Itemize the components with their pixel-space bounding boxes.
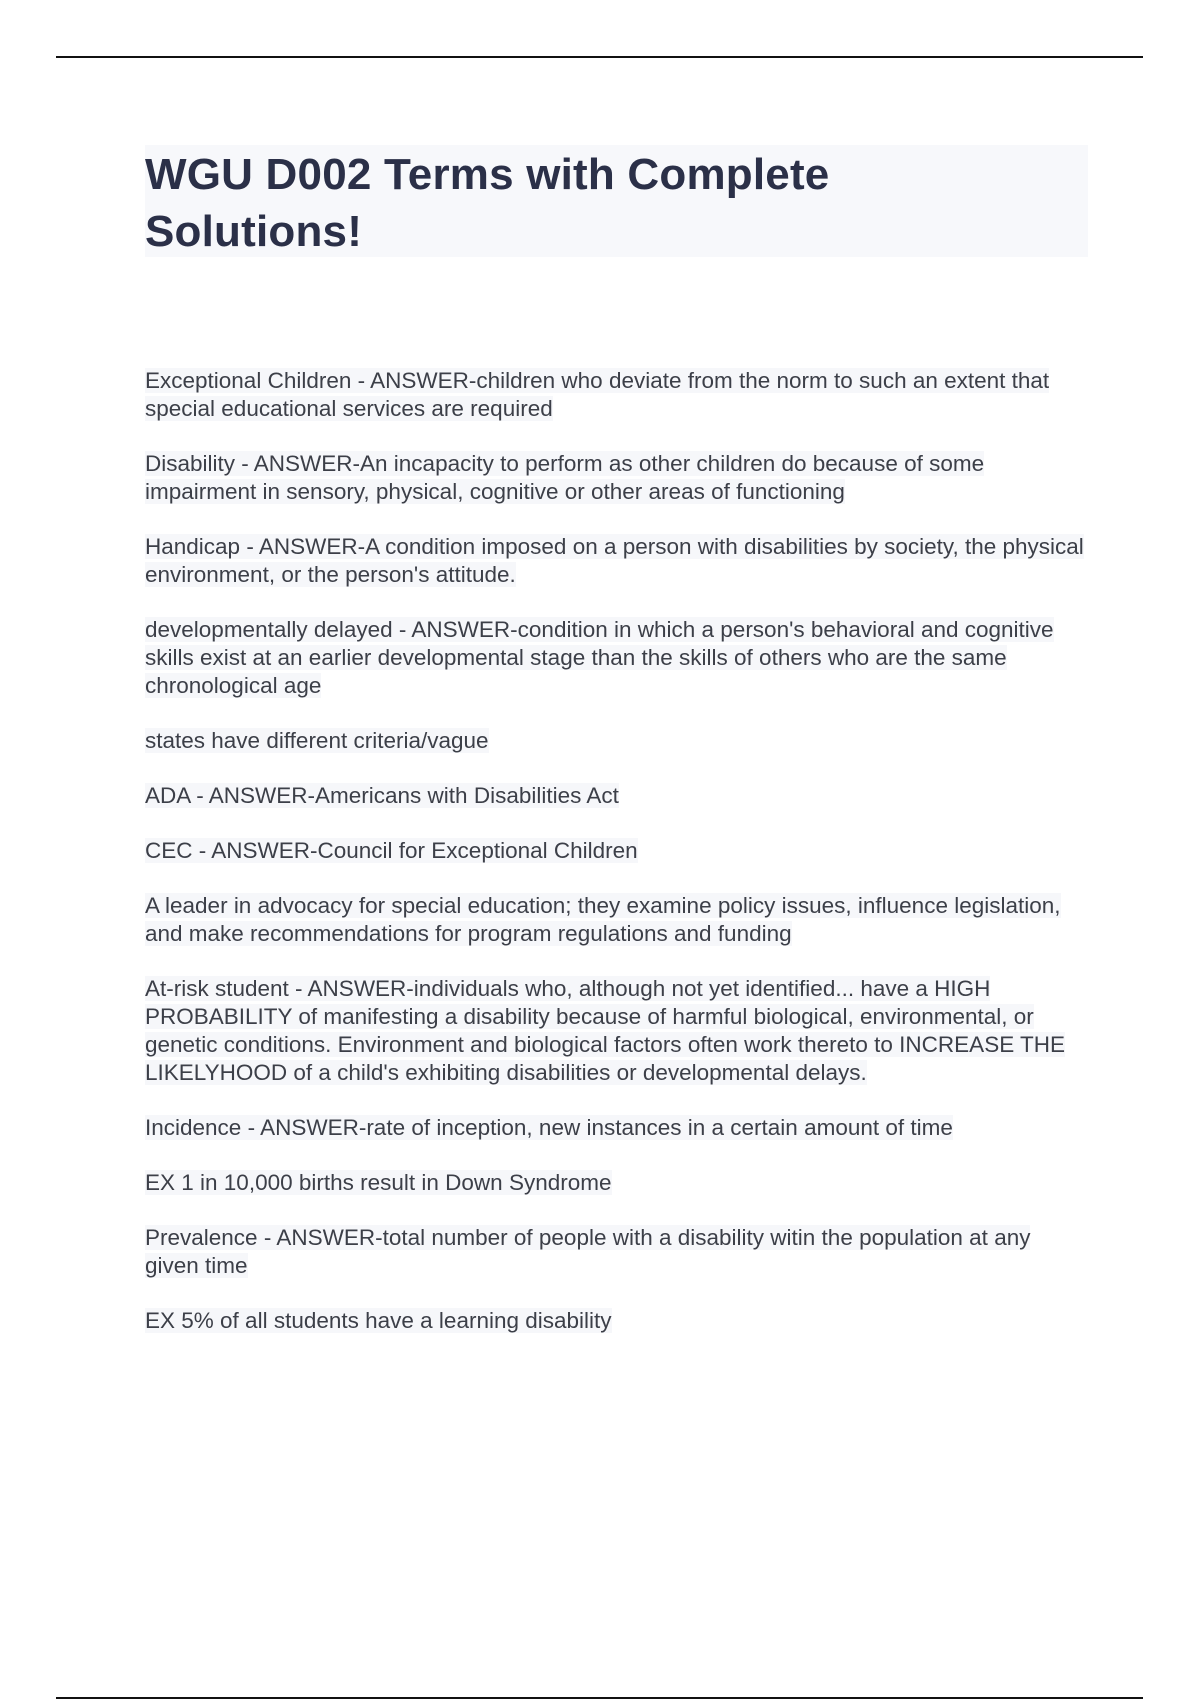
term-entry-handicap: Handicap - ANSWER-A condition imposed on a person with disabilities by society, the physical environment, or the person's attitude. [145,534,1084,587]
document-title: WGU D002 Terms with Complete Solutions! [145,150,830,256]
term-note-states-criteria: states have different criteria/vague [145,728,489,753]
term-note-cec-advocacy: A leader in advocacy for special education; they examine policy issues, influence legislation, and make recommendations for program regulations and funding [145,893,1061,946]
term-entry-prevalence: Prevalence - ANSWER-total number of people with a disability witin the population at any given time [145,1225,1031,1278]
term-entry-disability: Disability - ANSWER-An incapacity to perform as other children do because of some impairment in sensory, physical, cognitive or other areas of functioning [145,451,985,504]
term-note-incidence-example: EX 1 in 10,000 births result in Down Syndrome [145,1170,612,1195]
bottom-rule [56,1697,1143,1699]
top-rule [56,56,1143,58]
term-entry-at-risk-student: At-risk student - ANSWER-individuals who, although not yet identified... have a HIGH PROBABILITY of manifesting a disability because of harmful biological, environmental, or genetic conditions. Environment and biological factors often work thereto to INCREASE THE LIKELYHOOD of a child's exhibiting disabilities or developmental delays. [145,976,1066,1085]
term-note-prevalence-example: EX 5% of all students have a learning disability [145,1308,612,1333]
term-entry-incidence: Incidence - ANSWER-rate of inception, new instances in a certain amount of time [145,1115,953,1140]
term-entry-ada: ADA - ANSWER-Americans with Disabilities Act [145,783,619,808]
term-entry-cec: CEC - ANSWER-Council for Exceptional Children [145,838,638,863]
term-entry-exceptional-children: Exceptional Children - ANSWER-children who deviate from the norm to such an extent that special educational services are required [145,368,1050,421]
term-list [145,367,1085,1362]
term-entry-developmentally-delayed: developmentally delayed - ANSWER-condition in which a person's behavioral and cognitive skills exist at an earlier developmental stage than the skills of others who are the same chronological age [145,617,1054,698]
